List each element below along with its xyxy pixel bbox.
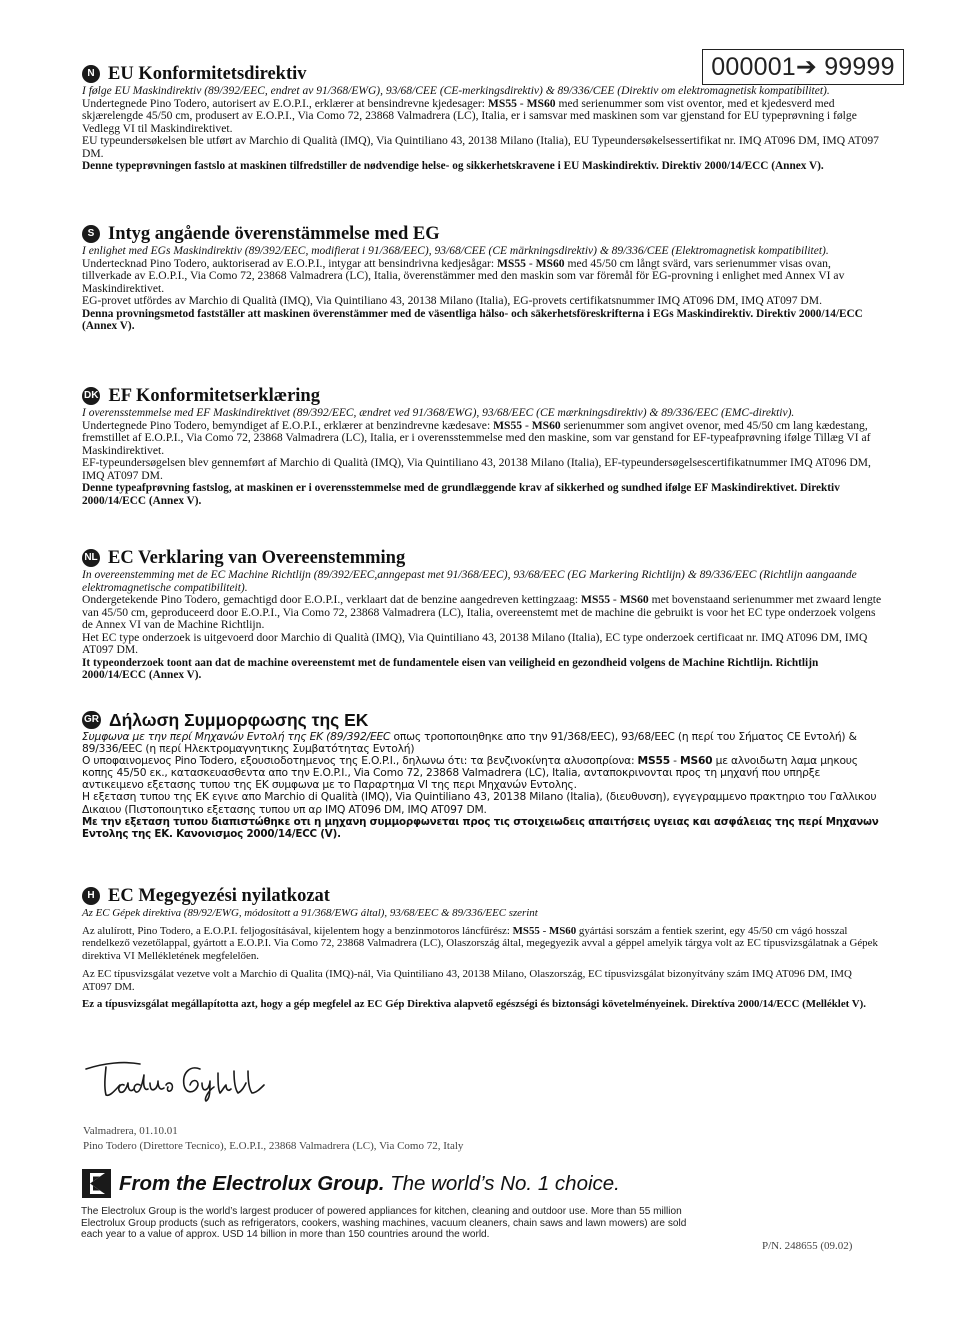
conclusion-paragraph: Με την εξεταση τυπου διαπιστώθηκε οτι η μηχανη συμμορφωνεται προς τις στοιχειωδεις απαιτήσεις υγειας και ασφάλειας της περί Μηχανων Εντολης της ΕΚ. Κανονισμος 2000/14/ECC (V). xyxy=(82,815,879,840)
tagline-bold: From the Electrolux Group. xyxy=(119,1171,385,1195)
company-about: The Electrolux Group is the world’s largest producer of powered appliances for kitchen, cleaning and outdoor use. More than 55 million Electrolux Group products (such as refrigerators, cookers, washing machines, vacuum cleaners, chain saws and lawn mowers) are sold each year to a value of approx. USD 14 billion in more than 150 countries around the world. xyxy=(81,1206,687,1241)
conclusion-paragraph: Denne typeprøvningen fastslo at maskinen tilfredstiller de nødvendige helse- og sikkerhetskravene i EU Maskindirektiv. Direktiv 2000/14/ECC (Annex V). xyxy=(82,160,824,172)
statement-paragraph xyxy=(82,594,882,632)
statement-paragraph xyxy=(82,925,882,963)
directive-intro: In overeenstemming met de EC Machine Richtlijn (89/392/EEC,anngepast met 91/368/EEC), 93/68/EEC (EG Markering Richtlijn) & 89/336/EEC (Richtlijn aangaande elektromagnetische compatibiliteit). xyxy=(82,569,857,594)
statement-text-cont: serienummer som angivet ovenor, med 45/50 cm lang kædestang, fremstillet af E.O.P.I., Via Como 72, 23868 Valmadrera (LC), Italia, er i overensstemmelse med den maskine, som var genstand for EF-typeafprøvning ifølge Tillæg VI af Maskindirektivet. xyxy=(82,418,871,457)
section-title: EF Konformitetserklæring xyxy=(108,386,320,406)
statement-text-cont: με αλνοιδωτη λαμα μηκους κοπης 45/50 εκ., κατασκευασθεντα απο την E.O.P.I., Via Como 72, 23868 Valmadrera (LC), Italia, ανταποκρινονται προς τη μηχανή που υπηρξε αντικειμενο εξετασης τυπου της ΕΚ συμφωνα με το Παραρτημα VI της περι Μηχανών Εντολης. xyxy=(82,754,858,792)
examination-paragraph: EG-provet utfördes av Marchio di Qualità (IMQ), Via Quintiliano 43, 20138 Milano (Italia), EG-provets certifikatsnummer IMQ AT096 DM, IMQ AT097 DM. xyxy=(82,294,822,307)
model-ms55: MS55 xyxy=(637,754,670,768)
section-norwegian xyxy=(82,63,882,173)
place-date: Valmadrera, 01.10.01 xyxy=(83,1125,178,1137)
section-header xyxy=(82,63,882,85)
examination-paragraph: EF-typeundersøgelsen blev gennemført af Marchio di Qualità (IMQ), Via Quintiliano 43, 20138 Milano (Italia), EF-typeundersøgelsescertifikatnummer IMQ AT096 DM, IMQ AT097 DM. xyxy=(82,456,871,482)
model-ms60: MS60 xyxy=(548,924,577,937)
serial-range-box: 000001➔ 99999 xyxy=(702,49,904,85)
model-ms60: MS60 xyxy=(535,256,565,270)
model-ms55: MS55 xyxy=(512,924,540,937)
language-badge: GR xyxy=(82,711,101,729)
section-title: Δήλωση Συμμορφωσης της ΕΚ xyxy=(109,710,369,730)
signatory: Pino Todero (Direttore Tecnico), E.O.P.I., 23868 Valmadrera (LC), Via Como 72, Italy xyxy=(83,1139,464,1152)
examination-paragraph: EU typeundersøkelsen ble utført av Marchio di Qualità (IMQ), Via Quintiliano 43, 20138 Milano (Italia), EU Typeundersøkelsessertifikat nr. IMQ AT096 DM, IMQ AT097 DM. xyxy=(82,134,879,160)
part-number: P/N. 248655 (09.02) xyxy=(762,1240,853,1252)
statement-text-cont: med serienummer som vist oventor, med et kjedesverd med skjærelengde 45/50 cm, produsert av E.O.P.I., Via Como 72, 23868 Valmadrera (LC), Italia, er i samsvar med maskinen som var gjenstand for EU typeprøvning i følge Vedlegg VI til Maskindirektivet. xyxy=(82,96,857,135)
model-ms60: MS60 xyxy=(680,754,713,768)
language-badge: NL xyxy=(82,549,100,567)
statement-text-cont: gyártási sorszám a fentiek szerint, egy 45/50 cm vágó hosszal rendelkező vezetőlappal, gyártott a E.O.P.I. Via Como 72, 23868 Valmadrera (LC), Olaszország által, megegyezik avval a géppel amelyik tárgya volt az EC típusvizsgálatnak a Gépek direktiva VI Mellékletének megfelelően. xyxy=(82,924,878,963)
section-danish xyxy=(82,385,882,507)
model-ms60: MS60 xyxy=(619,593,649,606)
statement-paragraph xyxy=(82,755,882,791)
statement-text: Undertegnede Pino Todero, bemyndiget af E.O.P.I., erklærer at benzindrevne kædesave: xyxy=(82,418,494,432)
statement-paragraph xyxy=(82,258,882,296)
conclusion-paragraph: It typeonderzoek toont aan dat de machine overeenstemt met de fundamentele eisen van veiligheid en gezondheid volgens de Machine Richtlijn. Richtlijn 2000/14/ECC (Annex V). xyxy=(82,656,819,681)
statement-paragraph xyxy=(82,420,882,458)
section-header xyxy=(82,709,882,731)
statement-text: Az alulírott, Pino Todero, a E.O.P.I. feljogosításával, kijelentem hogy a benzinmotoros láncfűrész: xyxy=(82,924,513,937)
section-title: EC Megegyezési nyilatkozat xyxy=(108,886,330,906)
conclusion-paragraph: Ez a típusvizsgálat megállapította azt, hogy a gép megfelel az EC Gép Direktiva alapvető egészségi és biztonsági követelményeinek. Direktíva 2000/14/ECC (Melléklet V). xyxy=(82,998,867,1011)
model-separator: - xyxy=(525,256,536,270)
model-separator: - xyxy=(522,418,532,432)
section-title: Intyg angående överenstämmelse med EG xyxy=(108,224,440,244)
model-separator: - xyxy=(539,924,549,937)
examination-paragraph: Η εξεταση τυπου της ΕΚ εγινε απο Marchio di Qualità (IMQ), Via Quintiliano 43, 20138 Milano (Italia), (διευθυνση), εγγεγραμμενο πρακτηριο του Γαλλικου Δικαιου (Πιστοποιητικο εξετασης τυπου υπ αρ IMQ AT096 DM, IMQ AT097 DM. xyxy=(82,790,877,816)
section-title: EC Verklaring van Overeenstemming xyxy=(108,548,406,568)
model-separator: - xyxy=(669,754,681,768)
model-ms55: MS55 xyxy=(496,256,526,270)
model-ms60: MS60 xyxy=(526,96,556,110)
directive-intro-rest: οπως τροποποιηθηκε απο την 91/368/EEC), 93/68/EEC (η περί του Σήματος CE Εντολή) & 89/336/EEC (η περί Ηλεκτρομαγνητικης Συμβατότητας Εντολή) xyxy=(82,730,857,756)
statement-text: Ondergetekende Pino Todero, gemachtigd door E.O.P.I., verklaart dat de benzine aangedreven kettingzaag: xyxy=(82,593,582,606)
section-hungarian xyxy=(82,885,882,1011)
model-separator: - xyxy=(516,96,527,110)
directive-intro: Az EC Gépek direktiva (89/92/EWG, módosított a 91/368/EWG által), 93/68/EEC & 89/336/EEC szerint xyxy=(82,907,538,919)
signature-details xyxy=(83,1124,463,1153)
section-dutch xyxy=(82,547,882,682)
brand-tagline xyxy=(119,1172,620,1196)
model-ms55: MS55 xyxy=(493,418,523,432)
examination-paragraph: Het EC type onderzoek is uitgevoerd door Marchio di Qualità (IMQ), Via Quintiliano 43, 20138 Milano (Italia), EC type onderzoek certificaat nr. IMQ AT096 DM, IMQ AT097 DM. xyxy=(82,630,868,656)
conclusion-paragraph: Denne typeafprøvning fastslog, at maskinen er i overensstemmelse med de grundlæggende krav af sikkerhed og sundhed ifølge EF Maskindirektivet. Direktiv 2000/14/ECC (Annex V). xyxy=(82,482,840,507)
examination-paragraph: Az EC típusvizsgálat vezetve volt a Marchio di Qualita (IMQ)-nál, Via Quintiliano 43, 20138 Milano, Olaszország, EC típusvizsgálat bizonyítvány szám IMQ AT096 DM, IMQ AT097 DM. xyxy=(82,967,852,993)
language-badge: N xyxy=(82,65,100,83)
directive-intro: I følge EU Maskindirektiv (89/392/EEC, endret av 91/368/EWG), 93/68/CEE (CE-merkingsdirektiv) & 89/336/CEE (Direktiv om elektromagnetisk kompatibilitet). xyxy=(82,85,830,97)
tagline-regular: The world’s No. 1 choice. xyxy=(384,1171,620,1195)
section-title: EU Konformitetsdirektiv xyxy=(108,64,307,84)
language-badge: DK xyxy=(82,387,100,405)
statement-text: Undertecknad Pino Todero, auktoriserad av E.O.P.I., intygar att bensindrivna kedjesågar: xyxy=(82,256,497,270)
model-ms55: MS55 xyxy=(581,593,611,606)
handwritten-signature xyxy=(84,1055,274,1105)
model-ms60: MS60 xyxy=(531,418,561,432)
statement-text-cont: med 45/50 cm långt svärd, vars serienummer visas ovan, tillverkade av E.O.P.I., Via Como 72, 23868 Valmadrera (LC), Italia, överenstämmer med den maskin som var föremål för EG-provning i enlighet med Annex VI av Maskindirektivet. xyxy=(82,256,845,295)
directive-intro-italic: Συμφωνα με την περί Μηχανών Εντολή της ΕΚ (89/392/EEC xyxy=(82,730,391,743)
statement-text: Undertegnede Pino Todero, autorisert av E.O.P.I., erklærer at bensindrevne kjedesager: xyxy=(82,96,488,110)
directive-intro xyxy=(82,731,882,755)
statement-text-cont: met bovenstaand serienummer met zwaard lengte van 45/50 cm, geproduceerd door E.O.P.I., Via Como 72, 23868 Valmadrera (LC), Italia, overeenstemt met de machine die gebruikt is voor het EC type onderzoek volgens de Annex VI van de Machine Richtlijn. xyxy=(82,593,882,631)
language-badge: H xyxy=(82,887,100,905)
electrolux-logo-icon xyxy=(82,1169,111,1198)
section-header xyxy=(82,547,882,569)
statement-text: Ο υποφαινομενος Pino Todero, εξουσιοδοτημενος της E.O.P.I., δηλωνω ότι: τα βενζινοκίνητα αλυσοπρίονα: xyxy=(82,754,638,768)
model-separator: - xyxy=(610,593,620,606)
conclusion-paragraph: Denna provningsmetod fastställer att maskinen överenstämmer med de väsentliga hälso- och säkerhetsföreskrifterna i EGs Maskindirektiv. Direktiv 2000/14/ECC (Annex V). xyxy=(82,307,863,332)
brand-tagline-row xyxy=(82,1169,620,1198)
statement-paragraph xyxy=(82,98,882,136)
section-header xyxy=(82,385,882,407)
section-header xyxy=(82,223,882,245)
section-header xyxy=(82,885,882,907)
directive-intro: I overensstemmelse med EF Maskindirektivet (89/392/EEC, ændret ved 91/368/EWG), 93/68/EEC (CE mærkningsdirektiv) & 89/336/EEC (EMC-direktiv). xyxy=(82,407,795,419)
model-ms55: MS55 xyxy=(487,96,517,110)
section-swedish xyxy=(82,223,882,333)
directive-intro: I enlighet med EGs Maskindirektiv (89/392/EEC, modifierat i 91/368/EEC), 93/68/CEE (CE märkningsdirektiv) & 89/336/CEE (Elektromagnetisk kompatibilitet). xyxy=(82,245,829,257)
section-greek xyxy=(82,709,882,840)
language-badge: S xyxy=(82,225,100,243)
